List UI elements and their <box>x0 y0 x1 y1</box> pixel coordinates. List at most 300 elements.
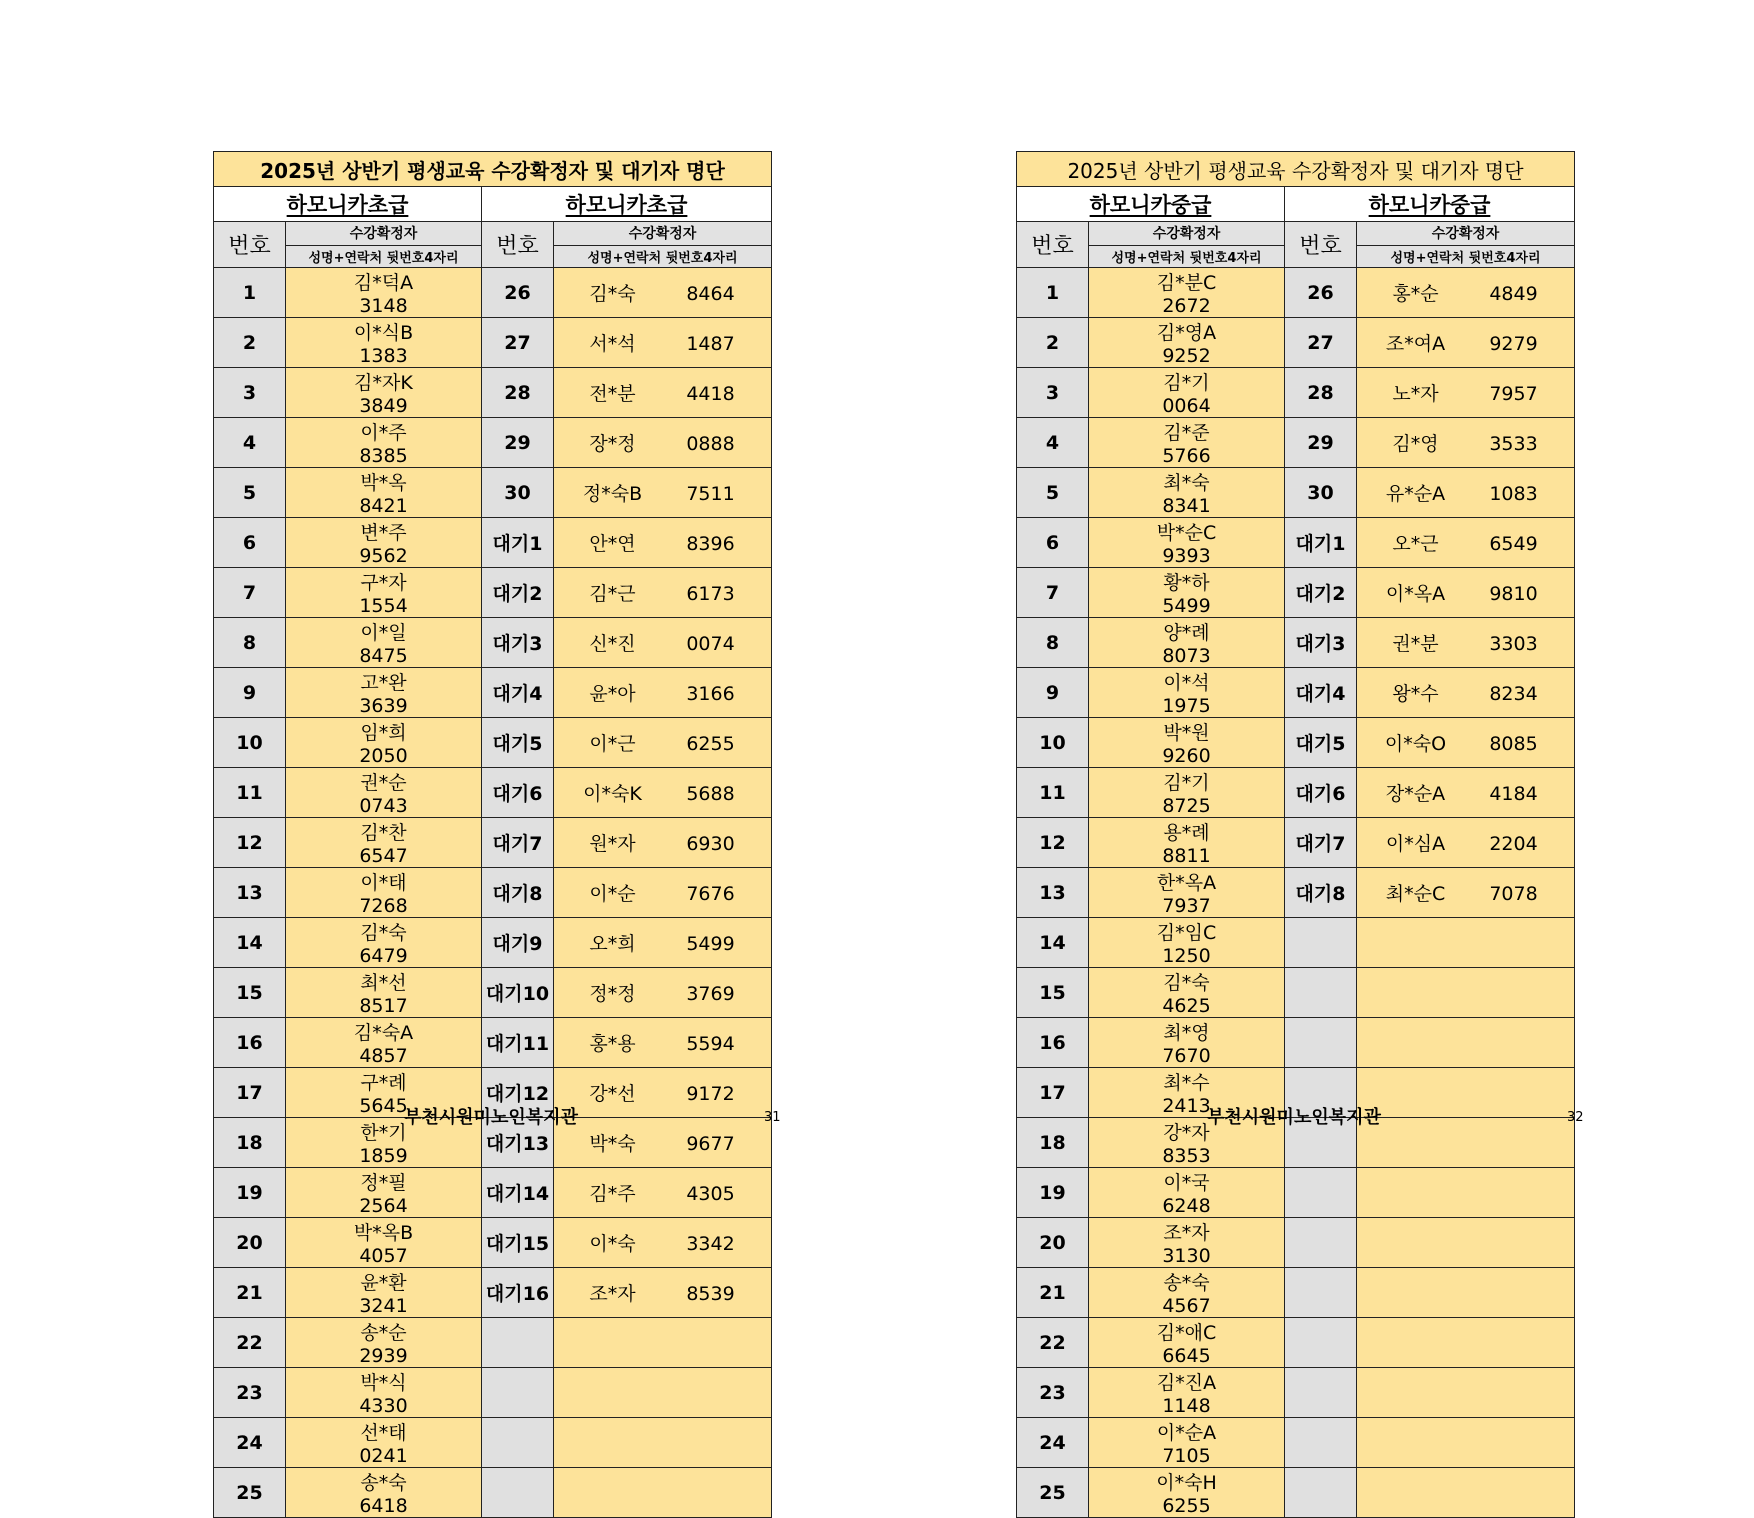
phone-last4: 1975 <box>1162 695 1211 717</box>
student-entry-2 <box>1357 518 1575 568</box>
table-row <box>1017 568 1575 618</box>
row-number-2: 대기15 <box>482 1218 554 1268</box>
phone-last4-2: 4305 <box>686 1183 735 1205</box>
row-number-2: 29 <box>482 418 554 468</box>
student-entry-2 <box>554 1118 772 1168</box>
student-entry-2 <box>554 968 772 1018</box>
row-number: 5 <box>214 468 286 518</box>
student-name: 이*주 <box>360 422 407 444</box>
phone-last4: 2564 <box>359 1195 408 1217</box>
student-name: 김*찬 <box>360 822 407 844</box>
student-entry-2 <box>1357 1118 1575 1168</box>
course-name-right-cell <box>1285 187 1575 222</box>
row-number: 21 <box>214 1268 286 1318</box>
student-entry-2 <box>554 268 772 318</box>
phone-last4-2: 8539 <box>686 1283 735 1305</box>
roster-page-32 <box>1016 151 1574 1518</box>
phone-last4: 2939 <box>359 1345 408 1367</box>
row-number-2 <box>1285 1368 1357 1418</box>
student-entry-2 <box>554 918 772 968</box>
row-number-2 <box>1285 1268 1357 1318</box>
student-entry-2 <box>1357 768 1575 818</box>
student-name: 김*덕A <box>353 272 414 294</box>
student-name: 이*식B <box>353 322 414 344</box>
student-name: 김*숙 <box>1163 972 1210 994</box>
phone-last4: 3639 <box>359 695 408 717</box>
row-number-2: 대기4 <box>482 668 554 718</box>
course-name-left: 하모니카초급 <box>286 193 409 217</box>
student-entry-2 <box>554 1268 772 1318</box>
student-name-2: 전*분 <box>589 383 636 405</box>
phone-last4: 7268 <box>359 895 408 917</box>
student-entry-2 <box>554 668 772 718</box>
student-entry-2 <box>554 368 772 418</box>
roster-title: 2025년 상반기 평생교육 수강확정자 및 대기자 명단 <box>214 152 772 187</box>
phone-last4: 8073 <box>1162 645 1211 667</box>
phone-last4: 0241 <box>359 1445 408 1467</box>
student-name: 김*숙 <box>360 922 407 944</box>
student-entry-2 <box>1357 1418 1575 1468</box>
student-entry-2 <box>554 418 772 468</box>
student-name: 송*순 <box>360 1322 407 1344</box>
phone-last4-2: 9172 <box>686 1083 735 1105</box>
student-name-2: 노*자 <box>1392 383 1439 405</box>
student-name-2: 조*자 <box>589 1283 636 1305</box>
phone-last4-2: 7957 <box>1489 383 1538 405</box>
student-entry <box>1089 1168 1285 1218</box>
row-number: 24 <box>1017 1418 1089 1468</box>
table-row <box>214 618 772 668</box>
phone-last4: 8811 <box>1162 845 1211 867</box>
header-confirmed-left: 수강확정자 <box>286 222 482 246</box>
student-entry-2 <box>554 718 772 768</box>
phone-last4-2: 3303 <box>1489 633 1538 655</box>
phone-last4-2: 0074 <box>686 633 735 655</box>
row-number-2: 대기2 <box>1285 568 1357 618</box>
student-name: 송*숙 <box>1163 1272 1210 1294</box>
phone-last4-2: 5688 <box>686 783 735 805</box>
row-number: 2 <box>1017 318 1089 368</box>
row-number-2: 대기2 <box>482 568 554 618</box>
table-row <box>214 1468 772 1518</box>
row-number-2: 대기13 <box>482 1118 554 1168</box>
table-row <box>214 1218 772 1268</box>
table-row <box>214 1268 772 1318</box>
student-name: 최*숙 <box>1163 472 1210 494</box>
student-entry-2 <box>554 1018 772 1068</box>
student-entry <box>286 1318 482 1368</box>
phone-last4-2: 4184 <box>1489 783 1538 805</box>
student-entry-2 <box>1357 1018 1575 1068</box>
student-entry-2 <box>1357 968 1575 1018</box>
student-entry <box>1089 1218 1285 1268</box>
student-name-2: 이*옥A <box>1385 583 1446 605</box>
row-number-2: 대기3 <box>482 618 554 668</box>
phone-last4: 6547 <box>359 845 408 867</box>
student-entry <box>286 618 482 668</box>
student-entry-2 <box>1357 668 1575 718</box>
student-name: 조*자 <box>1163 1222 1210 1244</box>
header-subtitle-left: 성명+연락처 뒷번호4자리 <box>286 245 482 268</box>
student-entry-2 <box>1357 318 1575 368</box>
table-row <box>214 568 772 618</box>
phone-last4: 8353 <box>1162 1145 1211 1167</box>
student-entry <box>1089 468 1285 518</box>
row-number: 9 <box>214 668 286 718</box>
student-name: 박*옥B <box>353 1222 414 1244</box>
student-name: 용*례 <box>1163 822 1210 844</box>
student-name-2: 김*주 <box>589 1183 636 1205</box>
student-entry <box>286 1268 482 1318</box>
phone-last4: 8421 <box>359 495 408 517</box>
student-name: 송*숙 <box>360 1472 407 1494</box>
student-name-2: 이*순 <box>589 883 636 905</box>
row-number: 15 <box>214 968 286 1018</box>
table-row <box>1017 318 1575 368</box>
row-number-2 <box>482 1418 554 1468</box>
student-name: 김*영A <box>1156 322 1217 344</box>
table-row <box>1017 418 1575 468</box>
table-row <box>1017 1468 1575 1518</box>
row-number: 13 <box>1017 868 1089 918</box>
student-entry <box>286 518 482 568</box>
header-subtitle-right: 성명+연락처 뒷번호4자리 <box>1357 245 1575 268</box>
student-entry <box>286 268 482 318</box>
row-number: 1 <box>1017 268 1089 318</box>
student-name: 강*자 <box>1163 1122 1210 1144</box>
student-name: 최*수 <box>1163 1072 1210 1094</box>
student-name: 구*례 <box>360 1072 407 1094</box>
row-number: 4 <box>214 418 286 468</box>
student-name: 이*국 <box>1163 1172 1210 1194</box>
student-entry <box>286 1368 482 1418</box>
phone-last4: 0743 <box>359 795 408 817</box>
table-row <box>1017 1218 1575 1268</box>
phone-last4: 1859 <box>359 1145 408 1167</box>
student-name: 선*태 <box>360 1422 407 1444</box>
row-number: 1 <box>214 268 286 318</box>
row-number-2: 대기3 <box>1285 618 1357 668</box>
student-entry <box>1089 268 1285 318</box>
student-entry-2 <box>1357 1268 1575 1318</box>
header-confirmed-left: 수강확정자 <box>1089 222 1285 246</box>
row-number-2 <box>1285 1218 1357 1268</box>
student-entry-2 <box>554 868 772 918</box>
phone-last4-2: 3533 <box>1489 433 1538 455</box>
student-name: 김*자K <box>354 372 413 394</box>
phone-last4-2: 2204 <box>1489 833 1538 855</box>
row-number: 12 <box>1017 818 1089 868</box>
phone-last4: 6255 <box>1162 1495 1211 1517</box>
student-name-2: 홍*순 <box>1392 283 1439 305</box>
roster-table <box>213 151 772 1518</box>
row-number: 6 <box>214 518 286 568</box>
student-name-2: 정*정 <box>589 983 636 1005</box>
student-name-2: 최*순C <box>1385 883 1446 905</box>
table-row <box>1017 368 1575 418</box>
phone-last4: 8385 <box>359 445 408 467</box>
row-number-2: 대기14 <box>482 1168 554 1218</box>
row-number-2: 대기6 <box>1285 768 1357 818</box>
table-row <box>1017 1318 1575 1368</box>
row-number-2: 대기16 <box>482 1268 554 1318</box>
student-name: 이*일 <box>360 622 407 644</box>
student-entry <box>286 318 482 368</box>
student-entry <box>1089 918 1285 968</box>
row-number: 18 <box>1017 1118 1089 1168</box>
phone-last4: 8725 <box>1162 795 1211 817</box>
student-entry <box>286 718 482 768</box>
student-name-2: 이*숙 <box>589 1233 636 1255</box>
phone-last4: 9562 <box>359 545 408 567</box>
row-number-2: 대기12 <box>482 1068 554 1118</box>
student-entry <box>286 968 482 1018</box>
row-number-2 <box>482 1318 554 1368</box>
student-entry <box>1089 1018 1285 1068</box>
student-entry-2 <box>554 818 772 868</box>
student-entry <box>1089 668 1285 718</box>
student-name-2: 김*근 <box>589 583 636 605</box>
course-name-right: 하모니카중급 <box>1368 193 1491 217</box>
student-name: 박*원 <box>1163 722 1210 744</box>
student-name: 한*기 <box>360 1122 407 1144</box>
student-entry-2 <box>554 1168 772 1218</box>
phone-last4-2: 9279 <box>1489 333 1538 355</box>
table-row <box>214 718 772 768</box>
phone-last4-2: 8464 <box>686 283 735 305</box>
phone-last4: 5766 <box>1162 445 1211 467</box>
student-name-2: 박*숙 <box>589 1133 636 1155</box>
phone-last4: 3241 <box>359 1295 408 1317</box>
row-number-2: 대기1 <box>1285 518 1357 568</box>
student-name: 김*진A <box>1156 1372 1217 1394</box>
student-name: 김*분C <box>1156 272 1217 294</box>
phone-last4-2: 7078 <box>1489 883 1538 905</box>
page-number-left: 31 <box>764 1110 781 1125</box>
student-entry <box>286 868 482 918</box>
table-row <box>214 768 772 818</box>
table-row <box>1017 718 1575 768</box>
student-name-2: 이*숙K <box>583 783 642 805</box>
student-name: 윤*환 <box>360 1272 407 1294</box>
phone-last4-2: 3342 <box>686 1233 735 1255</box>
row-number-2 <box>1285 1018 1357 1068</box>
phone-last4-2: 8085 <box>1489 733 1538 755</box>
course-name-left-cell <box>1017 187 1285 222</box>
row-number-2 <box>1285 918 1357 968</box>
student-entry-2 <box>1357 618 1575 668</box>
row-number: 5 <box>1017 468 1089 518</box>
student-name-2: 안*연 <box>589 533 636 555</box>
row-number: 20 <box>214 1218 286 1268</box>
table-row <box>214 1168 772 1218</box>
course-name-right: 하모니카초급 <box>565 193 688 217</box>
student-entry-2 <box>554 768 772 818</box>
table-row <box>1017 1168 1575 1218</box>
footer-organization-left: 부천시원미노인복지관 <box>404 1107 578 1128</box>
row-number: 19 <box>1017 1168 1089 1218</box>
row-number-2: 27 <box>482 318 554 368</box>
course-name-left-cell <box>214 187 482 222</box>
student-name: 김*기 <box>1163 372 1210 394</box>
student-entry <box>1089 368 1285 418</box>
header-subtitle-right: 성명+연락처 뒷번호4자리 <box>554 245 772 268</box>
phone-last4: 8475 <box>359 645 408 667</box>
row-number: 16 <box>1017 1018 1089 1068</box>
student-entry <box>1089 418 1285 468</box>
row-number: 13 <box>214 868 286 918</box>
table-row <box>1017 518 1575 568</box>
student-name-2: 이*숙O <box>1384 733 1447 755</box>
row-number: 11 <box>1017 768 1089 818</box>
student-entry <box>286 368 482 418</box>
phone-last4-2: 3769 <box>686 983 735 1005</box>
phone-last4-2: 4418 <box>686 383 735 405</box>
row-number: 8 <box>1017 618 1089 668</box>
phone-last4: 4857 <box>359 1045 408 1067</box>
page-number-right: 32 <box>1567 1110 1584 1125</box>
student-entry <box>286 818 482 868</box>
row-number: 18 <box>214 1118 286 1168</box>
row-number-2: 대기5 <box>482 718 554 768</box>
student-name: 정*필 <box>360 1172 407 1194</box>
row-number: 6 <box>1017 518 1089 568</box>
row-number-2: 28 <box>482 368 554 418</box>
student-entry-2 <box>554 1468 772 1518</box>
student-entry-2 <box>554 468 772 518</box>
header-number-left: 번호 <box>1017 222 1089 268</box>
table-row <box>214 1018 772 1068</box>
phone-last4-2: 0888 <box>686 433 735 455</box>
student-name: 김*준 <box>1163 422 1210 444</box>
row-number: 21 <box>1017 1268 1089 1318</box>
table-row <box>214 818 772 868</box>
table-row <box>214 418 772 468</box>
student-entry-2 <box>1357 568 1575 618</box>
phone-last4-2: 6255 <box>686 733 735 755</box>
phone-last4-2: 6173 <box>686 583 735 605</box>
row-number-2: 30 <box>482 468 554 518</box>
course-name-right-cell <box>482 187 772 222</box>
student-name: 박*식 <box>360 1372 407 1394</box>
row-number-2: 대기10 <box>482 968 554 1018</box>
table-row <box>1017 1418 1575 1468</box>
student-entry-2 <box>554 1068 772 1118</box>
header-confirmed-right: 수강확정자 <box>554 222 772 246</box>
row-number: 19 <box>214 1168 286 1218</box>
student-name-2: 유*순A <box>1385 483 1446 505</box>
student-name: 김*임C <box>1156 922 1217 944</box>
phone-last4: 1554 <box>359 595 408 617</box>
row-number: 9 <box>1017 668 1089 718</box>
row-number: 22 <box>214 1318 286 1368</box>
phone-last4: 6418 <box>359 1495 408 1517</box>
phone-last4-2: 1083 <box>1489 483 1538 505</box>
table-row <box>214 468 772 518</box>
student-entry-2 <box>1357 918 1575 968</box>
table-row <box>214 918 772 968</box>
student-name-2: 김*숙 <box>589 283 636 305</box>
student-name: 황*하 <box>1163 572 1210 594</box>
table-row <box>214 1418 772 1468</box>
table-row <box>1017 818 1575 868</box>
student-entry-2 <box>1357 468 1575 518</box>
table-row <box>214 968 772 1018</box>
course-name-left: 하모니카중급 <box>1089 193 1212 217</box>
row-number-2: 대기1 <box>482 518 554 568</box>
student-name: 이*태 <box>360 872 407 894</box>
student-name: 김*애C <box>1156 1322 1217 1344</box>
student-entry-2 <box>554 318 772 368</box>
table-row <box>1017 268 1575 318</box>
row-number-2 <box>1285 968 1357 1018</box>
footer-organization-right: 부천시원미노인복지관 <box>1207 1107 1381 1128</box>
student-entry <box>286 1218 482 1268</box>
student-name: 권*순 <box>360 772 407 794</box>
phone-last4: 7105 <box>1162 1445 1211 1467</box>
header-subtitle-left: 성명+연락처 뒷번호4자리 <box>1089 245 1285 268</box>
header-number-right: 번호 <box>1285 222 1357 268</box>
student-entry-2 <box>1357 418 1575 468</box>
row-number: 10 <box>214 718 286 768</box>
phone-last4: 4330 <box>359 1395 408 1417</box>
student-entry-2 <box>1357 1218 1575 1268</box>
row-number-2: 28 <box>1285 368 1357 418</box>
student-name: 이*석 <box>1163 672 1210 694</box>
row-number-2 <box>1285 1168 1357 1218</box>
student-entry-2 <box>554 1318 772 1368</box>
student-name-2: 오*희 <box>589 933 636 955</box>
student-entry <box>1089 1318 1285 1368</box>
student-name-2: 조*여A <box>1385 333 1446 355</box>
table-row <box>1017 968 1575 1018</box>
table-row <box>1017 618 1575 668</box>
row-number: 16 <box>214 1018 286 1068</box>
student-name-2: 장*순A <box>1385 783 1446 805</box>
table-row <box>214 318 772 368</box>
row-number: 25 <box>214 1468 286 1518</box>
student-entry <box>1089 1418 1285 1468</box>
phone-last4-2: 3166 <box>686 683 735 705</box>
student-name-2: 윤*아 <box>589 683 636 705</box>
row-number: 23 <box>1017 1368 1089 1418</box>
student-name: 변*주 <box>360 522 407 544</box>
table-row <box>1017 918 1575 968</box>
phone-last4-2: 9810 <box>1489 583 1538 605</box>
roster-table <box>1016 151 1575 1518</box>
phone-last4: 3130 <box>1162 1245 1211 1267</box>
row-number-2: 대기4 <box>1285 668 1357 718</box>
student-entry-2 <box>1357 1468 1575 1518</box>
phone-last4: 3148 <box>359 295 408 317</box>
phone-last4: 9393 <box>1162 545 1211 567</box>
student-entry-2 <box>1357 368 1575 418</box>
student-entry-2 <box>554 518 772 568</box>
student-entry <box>286 468 482 518</box>
phone-last4: 3849 <box>359 395 408 417</box>
row-number: 8 <box>214 618 286 668</box>
row-number-2: 26 <box>482 268 554 318</box>
row-number-2: 29 <box>1285 418 1357 468</box>
row-number-2: 대기6 <box>482 768 554 818</box>
student-entry-2 <box>1357 1318 1575 1368</box>
student-entry-2 <box>554 1368 772 1418</box>
student-entry <box>1089 968 1285 1018</box>
table-row <box>1017 1268 1575 1318</box>
phone-last4-2: 8234 <box>1489 683 1538 705</box>
phone-last4: 8341 <box>1162 495 1211 517</box>
row-number: 17 <box>1017 1068 1089 1118</box>
